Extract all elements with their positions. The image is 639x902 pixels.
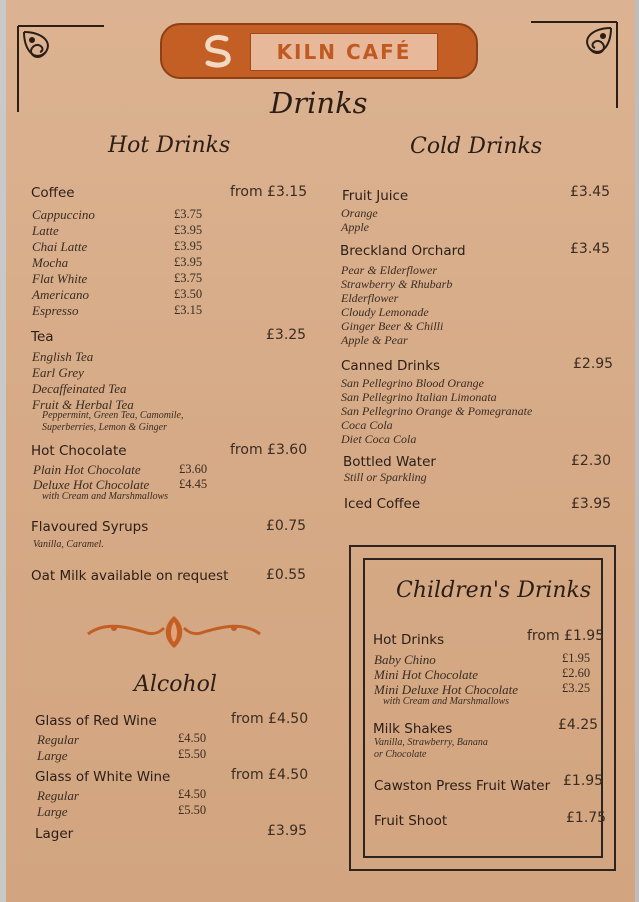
menu-item: San Pellegrino Italian Limonata: [341, 390, 497, 404]
menu-item: English Tea: [32, 349, 94, 364]
water-note: Still or Sparkling: [344, 470, 427, 484]
milkshakes-note: Vanilla, Strawberry, Banana: [374, 737, 488, 748]
coffee-heading: Coffee: [31, 185, 75, 201]
menu-item: Espresso: [32, 303, 79, 318]
menu-item: Deluxe Hot Chocolate: [33, 477, 150, 492]
oat-milk-price: £0.55: [266, 567, 307, 583]
hot-drinks-title: Hot Drinks: [108, 133, 231, 158]
menu-item: Decaffeinated Tea: [32, 381, 127, 396]
canned-heading: Canned Drinks: [341, 358, 441, 374]
red-wine-price: from £4.50: [231, 711, 309, 727]
menu-item: Fruit & Herbal Tea: [32, 397, 134, 412]
cafe-logo: [160, 23, 478, 79]
fruit-shoot-heading: Fruit Shoot: [374, 813, 448, 829]
kids-hot-note: with Cream and Marshmallows: [383, 696, 510, 707]
fruit-juice-heading: Fruit Juice: [342, 188, 409, 204]
menu-item: Baby Chino: [374, 652, 436, 667]
red-wine-heading: Glass of Red Wine: [35, 713, 157, 729]
menu-item: Pear & Elderflower: [341, 263, 437, 277]
iced-coffee-price: £3.95: [571, 496, 612, 512]
alcohol-title: Alcohol: [134, 672, 217, 697]
menu-item-price: £3.75: [174, 271, 203, 285]
fruit-shoot-price: £1.75: [566, 810, 607, 826]
menu-item-price: £4.45: [179, 477, 208, 491]
menu-item-price: £3.25: [562, 681, 591, 695]
milkshakes-price: £4.25: [558, 717, 599, 733]
hot-chocolate-heading: Hot Chocolate: [31, 443, 127, 459]
tea-heading: Tea: [31, 329, 54, 345]
menu-item: Regular: [37, 788, 79, 803]
menu-item: Americano: [32, 287, 90, 302]
menu-item-price: £3.95: [174, 239, 203, 253]
fruit-juice-price: £3.45: [570, 184, 611, 200]
cawston-price: £1.95: [563, 773, 604, 789]
lager-heading: Lager: [35, 826, 74, 842]
menu-item: San Pellegrino Blood Orange: [341, 376, 484, 390]
menu-item-price: £4.50: [178, 731, 207, 745]
kids-hot-price: from £1.95: [527, 628, 605, 644]
lager-price: £3.95: [267, 823, 308, 839]
tea-price: £3.25: [266, 327, 307, 343]
menu-item: Large: [37, 748, 68, 763]
menu-item: Apple: [341, 220, 369, 234]
cawston-heading: Cawston Press Fruit Water: [374, 778, 551, 794]
milkshakes-heading: Milk Shakes: [373, 721, 453, 737]
syrups-heading: Flavoured Syrups: [31, 519, 149, 535]
milkshakes-note: or Chocolate: [374, 749, 427, 760]
menu-item: Orange: [341, 206, 378, 220]
water-price: £2.30: [571, 453, 612, 469]
cafe-name: KILN CAFÉ: [250, 33, 438, 71]
menu-item-price: £3.75: [174, 207, 203, 221]
iced-coffee-heading: Iced Coffee: [344, 496, 421, 512]
menu-item: Plain Hot Chocolate: [33, 462, 141, 477]
menu-item: Mini Hot Chocolate: [374, 667, 478, 682]
ornament-divider-icon: [84, 612, 264, 654]
menu-item-price: £1.95: [562, 651, 591, 665]
canned-price: £2.95: [573, 356, 614, 372]
oat-milk-heading: Oat Milk available on request: [31, 568, 229, 584]
menu-item: Large: [37, 804, 68, 819]
menu-item-price: £5.50: [178, 803, 207, 817]
menu-item-price: £3.15: [174, 303, 203, 317]
menu-title: Drinks: [270, 86, 368, 120]
white-wine-price: from £4.50: [231, 767, 309, 783]
kids-hot-heading: Hot Drinks: [373, 632, 445, 648]
breckland-price: £3.45: [570, 241, 611, 257]
breckland-heading: Breckland Orchard: [340, 243, 466, 259]
menu-item-price: £2.60: [562, 666, 591, 680]
menu-item: San Pellegrino Orange & Pomegranate: [341, 404, 533, 418]
white-wine-heading: Glass of White Wine: [35, 769, 171, 785]
menu-item: Latte: [32, 223, 59, 238]
menu-item: Mocha: [32, 255, 69, 270]
coffee-price: from £3.15: [230, 184, 308, 200]
menu-item: Diet Coca Cola: [341, 432, 417, 446]
menu-item-price: £3.95: [174, 255, 203, 269]
menu-item: Cappuccino: [32, 207, 95, 222]
syrups-note: Vanilla, Caramel.: [33, 539, 104, 550]
kiln-logo-icon: [200, 33, 236, 69]
cold-drinks-title: Cold Drinks: [410, 134, 543, 159]
water-heading: Bottled Water: [343, 454, 436, 470]
menu-item: Coca Cola: [341, 418, 393, 432]
menu-item: Mini Deluxe Hot Chocolate: [374, 682, 519, 697]
tea-note: Superberries, Lemon & Ginger: [42, 422, 167, 433]
menu-item: Regular: [37, 732, 79, 747]
menu-item-price: £5.50: [178, 747, 207, 761]
syrups-price: £0.75: [266, 518, 307, 534]
menu-item-price: £4.50: [178, 787, 207, 801]
menu-item: Earl Grey: [32, 365, 84, 380]
menu-item: Ginger Beer & Chilli: [341, 319, 444, 333]
menu-item: Flat White: [32, 271, 88, 286]
menu-item: Apple & Pear: [341, 333, 408, 347]
menu-item: Chai Latte: [32, 239, 88, 254]
menu-item-price: £3.95: [174, 223, 203, 237]
corner-flourish-icon: [14, 22, 104, 112]
childrens-drinks-title: Children's Drinks: [396, 578, 592, 603]
menu-item-price: £3.60: [179, 462, 208, 476]
corner-flourish-icon: [531, 18, 621, 108]
menu-item: Elderflower: [341, 291, 399, 305]
hot-chocolate-note: with Cream and Marshmallows: [42, 491, 169, 502]
page-edge-right: [635, 0, 639, 902]
menu-item: Cloudy Lemonade: [341, 305, 429, 319]
menu-item: Strawberry & Rhubarb: [341, 277, 453, 291]
tea-note: Peppermint, Green Tea, Camomile,: [42, 410, 184, 421]
page-edge-left: [0, 0, 6, 902]
hot-chocolate-price: from £3.60: [230, 442, 308, 458]
menu-item-price: £3.50: [174, 287, 203, 301]
